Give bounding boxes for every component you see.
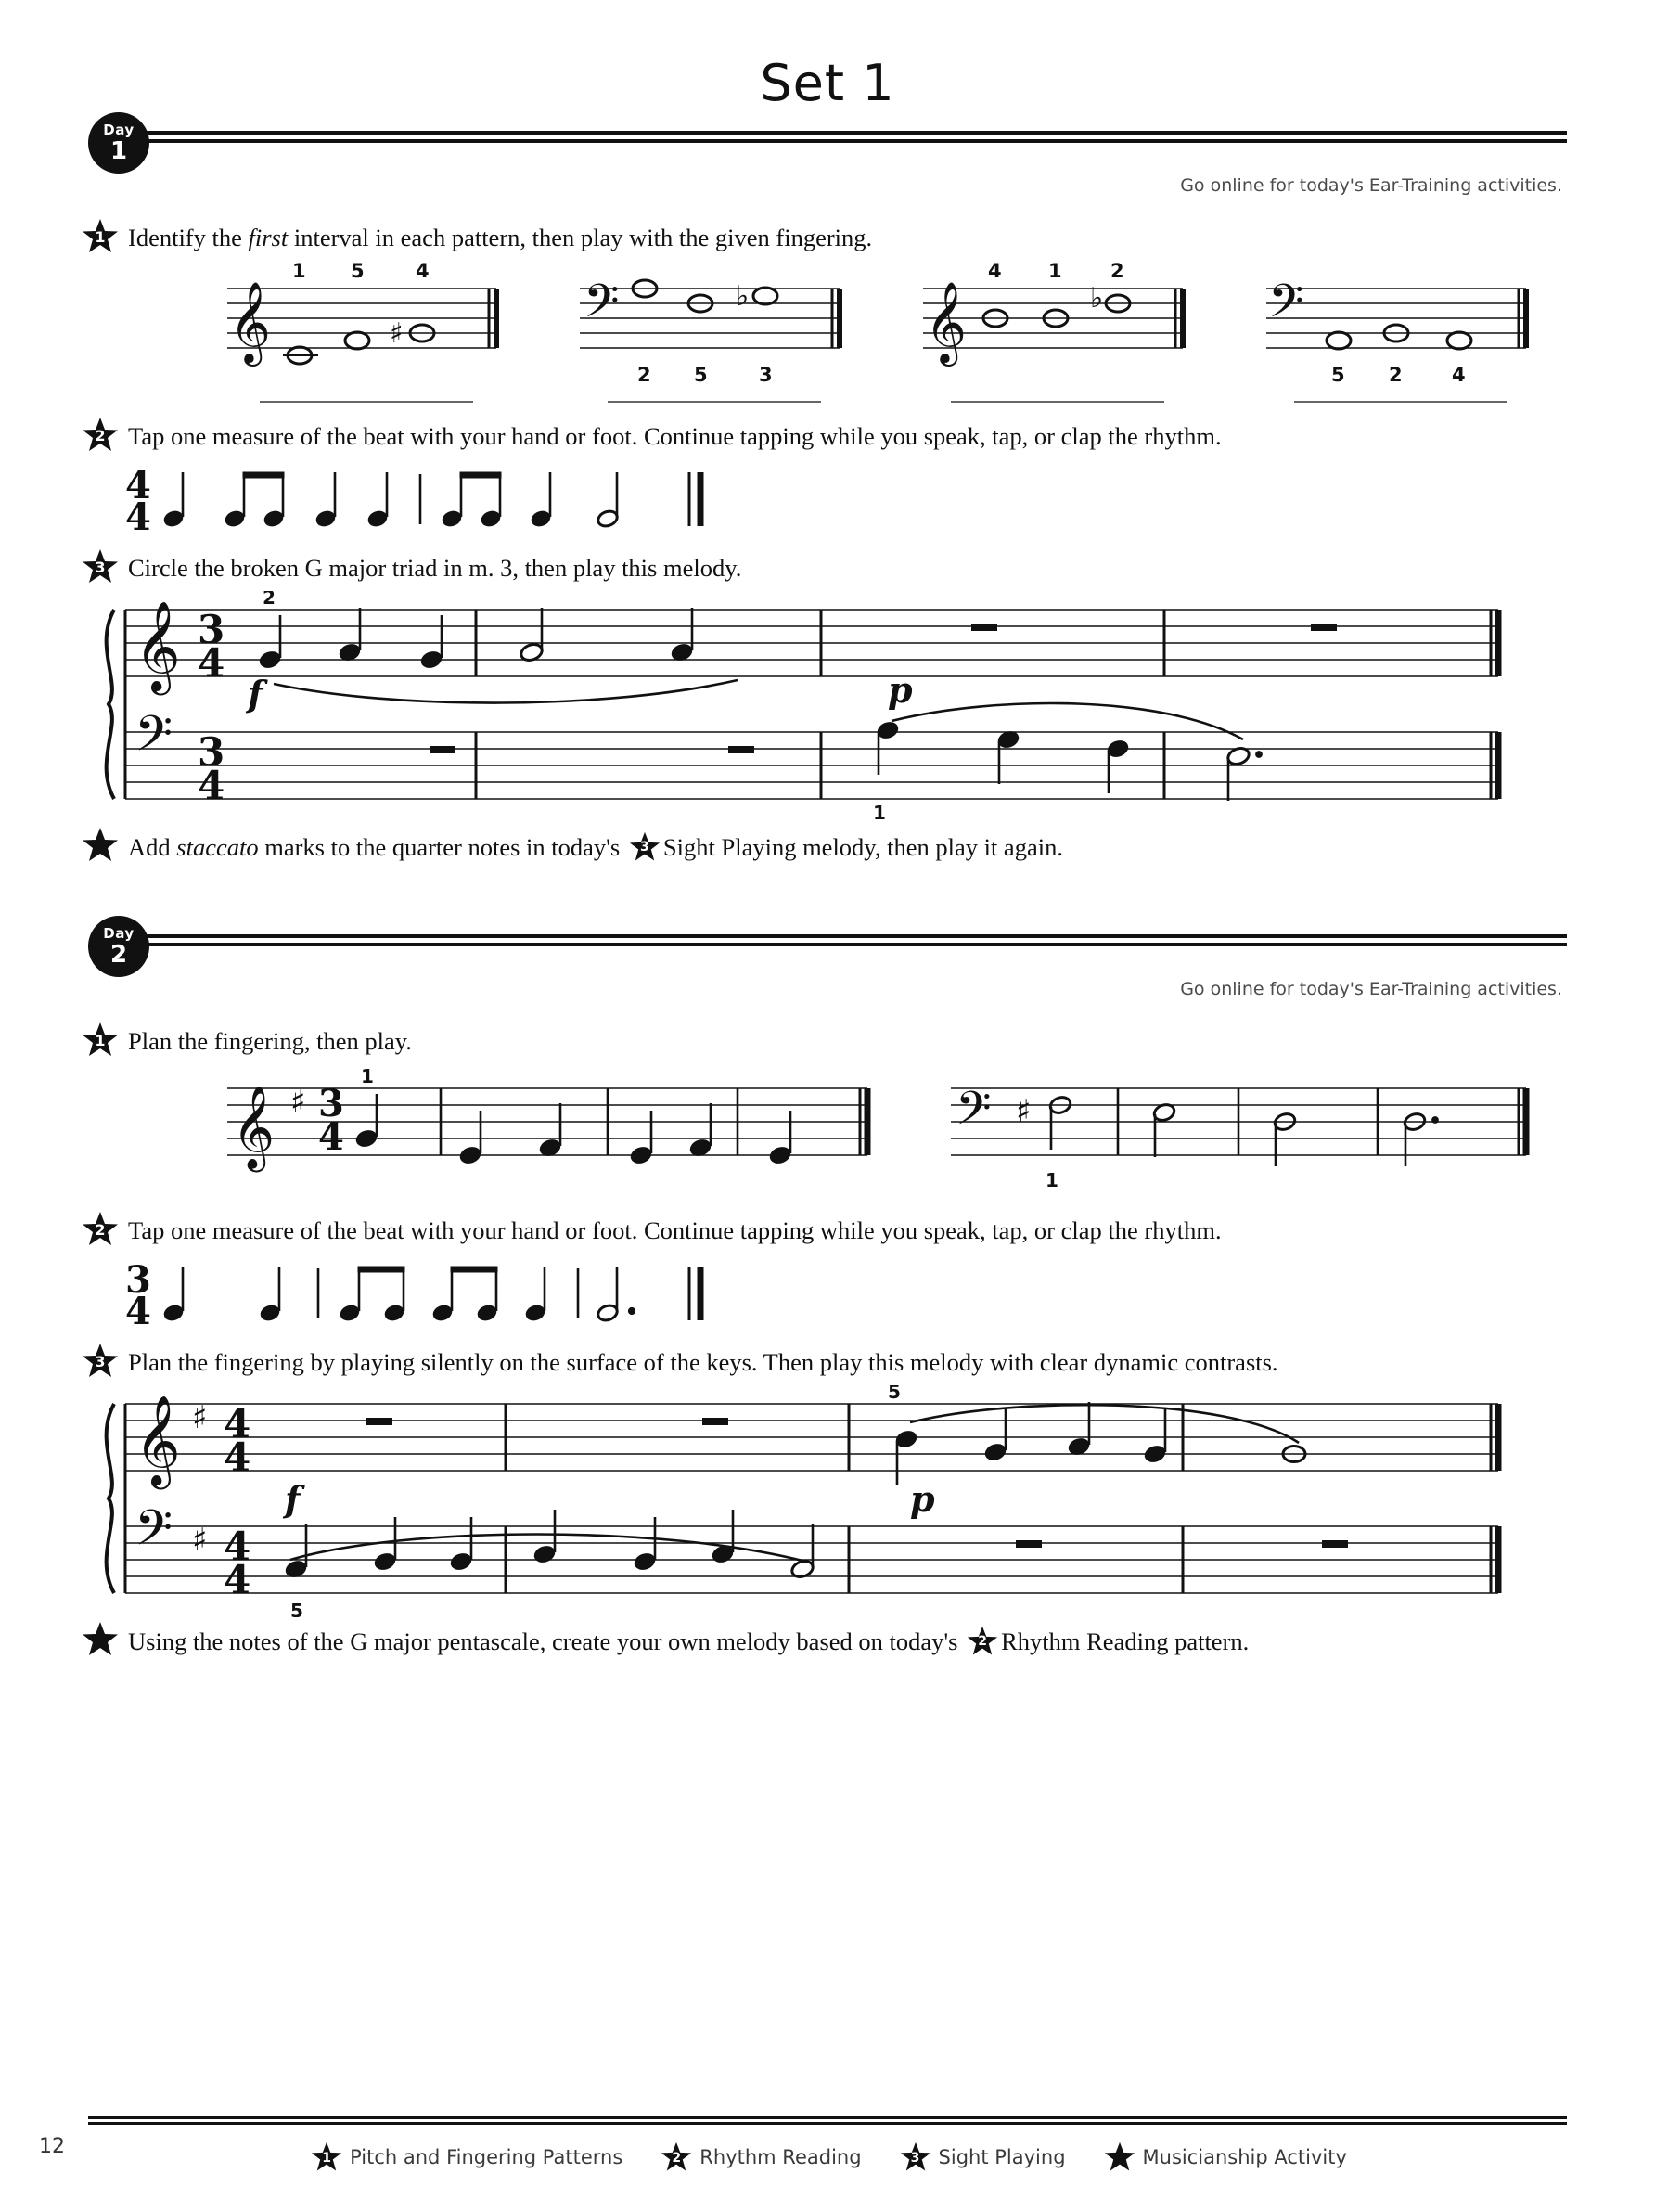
activity-text: Plan the fingering, then play. bbox=[128, 1027, 412, 1055]
day-badge-number: 1 bbox=[109, 136, 128, 165]
activity-text: Tap one measure of the beat with your hand or foot. Continue tapping while you speak, tap, or clap the rhythm. bbox=[128, 422, 1222, 450]
svg-text:1: 1 bbox=[1046, 1169, 1058, 1191]
day-badge-1 bbox=[88, 112, 149, 174]
grand-staff-notation bbox=[88, 591, 1567, 823]
activity-text-b: Sight Playing melody, then play it again. bbox=[662, 833, 1063, 861]
legend-label: Sight Playing bbox=[938, 2146, 1066, 2168]
activity-text-a: Using the notes of the G major pentascale, create your own melody based on today's bbox=[128, 1627, 965, 1655]
star-icon bbox=[82, 218, 119, 255]
svg-text:1: 1 bbox=[873, 802, 886, 823]
legend-label: Rhythm Reading bbox=[699, 2146, 862, 2168]
grand-staff-day2 bbox=[88, 1385, 1567, 1617]
day-badge-2 bbox=[88, 916, 149, 977]
activity-1-4 bbox=[82, 829, 1655, 864]
star-icon bbox=[82, 1343, 119, 1380]
legend-label: Musicianship Activity bbox=[1142, 2146, 1347, 2168]
rhythm-day1 bbox=[88, 456, 1567, 539]
svg-text:1: 1 bbox=[292, 261, 306, 282]
star-number: 3 bbox=[95, 1353, 106, 1370]
legend-item-4 bbox=[1101, 2141, 1347, 2173]
svg-text:♯: ♯ bbox=[192, 1399, 208, 1436]
day-header-2 bbox=[88, 916, 1567, 973]
day-rule-line bbox=[142, 934, 1567, 946]
svg-text:2: 2 bbox=[263, 591, 276, 609]
star-icon bbox=[82, 417, 119, 454]
activity-text: Plan the fingering by playing silently on the surface of the keys. Then play this melody with clear dynamic contrasts. bbox=[128, 1348, 1278, 1376]
star-number: 3 bbox=[640, 840, 649, 855]
star-icon bbox=[900, 2141, 931, 2173]
activity-text-a: Identify the bbox=[128, 224, 249, 251]
svg-text:♯: ♯ bbox=[1016, 1093, 1032, 1130]
activity-text-b: interval in each pattern, then play with the given fingering. bbox=[288, 224, 873, 251]
svg-text:3: 3 bbox=[125, 1258, 151, 1302]
svg-text:𝄢: 𝄢 bbox=[584, 275, 620, 340]
svg-text:4: 4 bbox=[125, 495, 151, 539]
svg-text:2: 2 bbox=[1389, 364, 1403, 386]
svg-text:1: 1 bbox=[1048, 261, 1062, 282]
svg-text:2: 2 bbox=[1110, 261, 1124, 282]
day-badge-word: Day bbox=[103, 121, 135, 138]
pitch-patterns-day2 bbox=[88, 1064, 1567, 1203]
svg-text:3: 3 bbox=[318, 1082, 344, 1125]
page-title: Set 1 bbox=[760, 54, 895, 112]
star-number: 3 bbox=[910, 2151, 920, 2166]
legend-item-3 bbox=[897, 2141, 1066, 2173]
page-footer bbox=[0, 2116, 1655, 2173]
svg-text:𝄞: 𝄞 bbox=[135, 600, 181, 691]
svg-text:4: 4 bbox=[416, 261, 430, 282]
activity-1-1 bbox=[82, 220, 1655, 255]
star-number: 2 bbox=[95, 1221, 106, 1239]
svg-text:5: 5 bbox=[290, 1600, 303, 1617]
star-number: 3 bbox=[95, 559, 106, 576]
svg-text:𝄞: 𝄞 bbox=[229, 280, 271, 363]
activity-text-italic: staccato bbox=[176, 833, 259, 861]
activity-text bbox=[128, 829, 1063, 863]
footer-rule bbox=[88, 2116, 1567, 2125]
activity-text-italic: first bbox=[248, 224, 289, 251]
star-icon bbox=[82, 1621, 119, 1658]
svg-text:4: 4 bbox=[224, 1557, 251, 1602]
activity-2-4 bbox=[82, 1623, 1655, 1658]
activity-2-3 bbox=[82, 1344, 1655, 1380]
svg-text:f: f bbox=[285, 1478, 301, 1520]
star-icon bbox=[1104, 2141, 1135, 2173]
svg-text:4: 4 bbox=[125, 1290, 151, 1333]
activity-text: Tap one measure of the beat with your hand or foot. Continue tapping while you speak, tap, or clap the rhythm. bbox=[128, 1216, 1222, 1244]
day-badge-number: 2 bbox=[109, 940, 128, 969]
star-number: 1 bbox=[95, 1032, 106, 1049]
pitch-pattern-staves bbox=[88, 1064, 1567, 1203]
svg-text:♭: ♭ bbox=[1090, 282, 1104, 315]
svg-text:3: 3 bbox=[198, 729, 225, 775]
day-rule-line bbox=[142, 131, 1567, 143]
online-note-2: Go online for today's Ear-Training activities. bbox=[1180, 979, 1562, 999]
svg-text:f: f bbox=[248, 673, 263, 714]
svg-text:♯: ♯ bbox=[290, 1084, 306, 1121]
svg-text:♯: ♯ bbox=[192, 1522, 208, 1559]
star-icon bbox=[311, 2141, 342, 2173]
star-icon bbox=[82, 548, 119, 585]
page-number: 12 bbox=[39, 2135, 65, 2158]
svg-text:5: 5 bbox=[888, 1385, 901, 1403]
legend-label: Pitch and Fingering Patterns bbox=[350, 2146, 623, 2168]
star-icon-inline bbox=[629, 831, 661, 863]
activity-text-b: Rhythm Reading pattern. bbox=[1001, 1627, 1250, 1655]
day-header-1 bbox=[88, 112, 1567, 170]
svg-text:♭: ♭ bbox=[736, 280, 750, 313]
svg-text:3: 3 bbox=[198, 607, 225, 652]
day-badge-word: Day bbox=[103, 924, 135, 942]
svg-text:♯: ♯ bbox=[390, 317, 404, 350]
rhythm-notation bbox=[88, 1250, 1567, 1333]
activity-text-a: Add bbox=[128, 833, 177, 861]
activity-text bbox=[128, 220, 872, 253]
star-icon bbox=[661, 2141, 692, 2173]
svg-text:4: 4 bbox=[125, 464, 151, 508]
svg-text:𝄞: 𝄞 bbox=[925, 280, 967, 363]
svg-text:4: 4 bbox=[318, 1115, 344, 1159]
activity-text: Circle the broken G major triad in m. 3, then play this melody. bbox=[128, 554, 742, 582]
svg-text:𝄞: 𝄞 bbox=[135, 1395, 181, 1485]
svg-text:5: 5 bbox=[1331, 364, 1345, 386]
svg-text:4: 4 bbox=[198, 640, 225, 686]
star-icon bbox=[82, 1022, 119, 1059]
rhythm-day2 bbox=[88, 1250, 1567, 1333]
grand-staff-day1 bbox=[88, 591, 1567, 823]
svg-text:4: 4 bbox=[1452, 364, 1466, 386]
svg-text:2: 2 bbox=[637, 364, 651, 386]
svg-text:3: 3 bbox=[759, 364, 773, 386]
activity-2-2 bbox=[82, 1213, 1655, 1248]
star-number: 2 bbox=[672, 2151, 682, 2166]
svg-text:𝄢: 𝄢 bbox=[135, 1500, 173, 1569]
rhythm-notation bbox=[88, 456, 1567, 539]
activity-1-2 bbox=[82, 418, 1655, 454]
activity-1-3 bbox=[82, 550, 1655, 585]
pitch-pattern-staves bbox=[88, 261, 1567, 409]
star-number: 2 bbox=[95, 427, 106, 444]
svg-text:4: 4 bbox=[988, 261, 1002, 282]
svg-text:𝄞: 𝄞 bbox=[232, 1086, 276, 1169]
star-icon bbox=[82, 827, 119, 864]
activity-text-mid: marks to the quarter notes in today's bbox=[258, 833, 626, 861]
svg-text:𝄢: 𝄢 bbox=[135, 706, 173, 775]
svg-text:p: p bbox=[888, 669, 913, 711]
svg-text:𝄢: 𝄢 bbox=[956, 1082, 992, 1147]
svg-text:𝄢: 𝄢 bbox=[1268, 275, 1304, 340]
svg-text:5: 5 bbox=[351, 261, 365, 282]
svg-text:p: p bbox=[910, 1478, 935, 1520]
svg-text:4: 4 bbox=[224, 1524, 251, 1569]
activity-text bbox=[128, 1623, 1249, 1657]
star-icon bbox=[82, 1211, 119, 1248]
star-number: 1 bbox=[322, 2151, 331, 2166]
svg-text:1: 1 bbox=[361, 1065, 374, 1087]
svg-text:4: 4 bbox=[224, 1401, 251, 1447]
svg-text:4: 4 bbox=[198, 763, 225, 808]
activity-2-1 bbox=[82, 1023, 1655, 1059]
star-number: 2 bbox=[978, 1634, 987, 1650]
star-number: 1 bbox=[95, 228, 106, 246]
legend bbox=[0, 2141, 1655, 2173]
star-icon-inline bbox=[967, 1626, 998, 1657]
online-note-1: Go online for today's Ear-Training activities. bbox=[1180, 175, 1562, 196]
grand-staff-notation bbox=[88, 1385, 1567, 1617]
legend-item-2 bbox=[658, 2141, 861, 2173]
pitch-patterns-day1 bbox=[88, 261, 1567, 409]
svg-text:4: 4 bbox=[224, 1434, 251, 1480]
svg-text:5: 5 bbox=[694, 364, 708, 386]
legend-item-1 bbox=[308, 2141, 622, 2173]
